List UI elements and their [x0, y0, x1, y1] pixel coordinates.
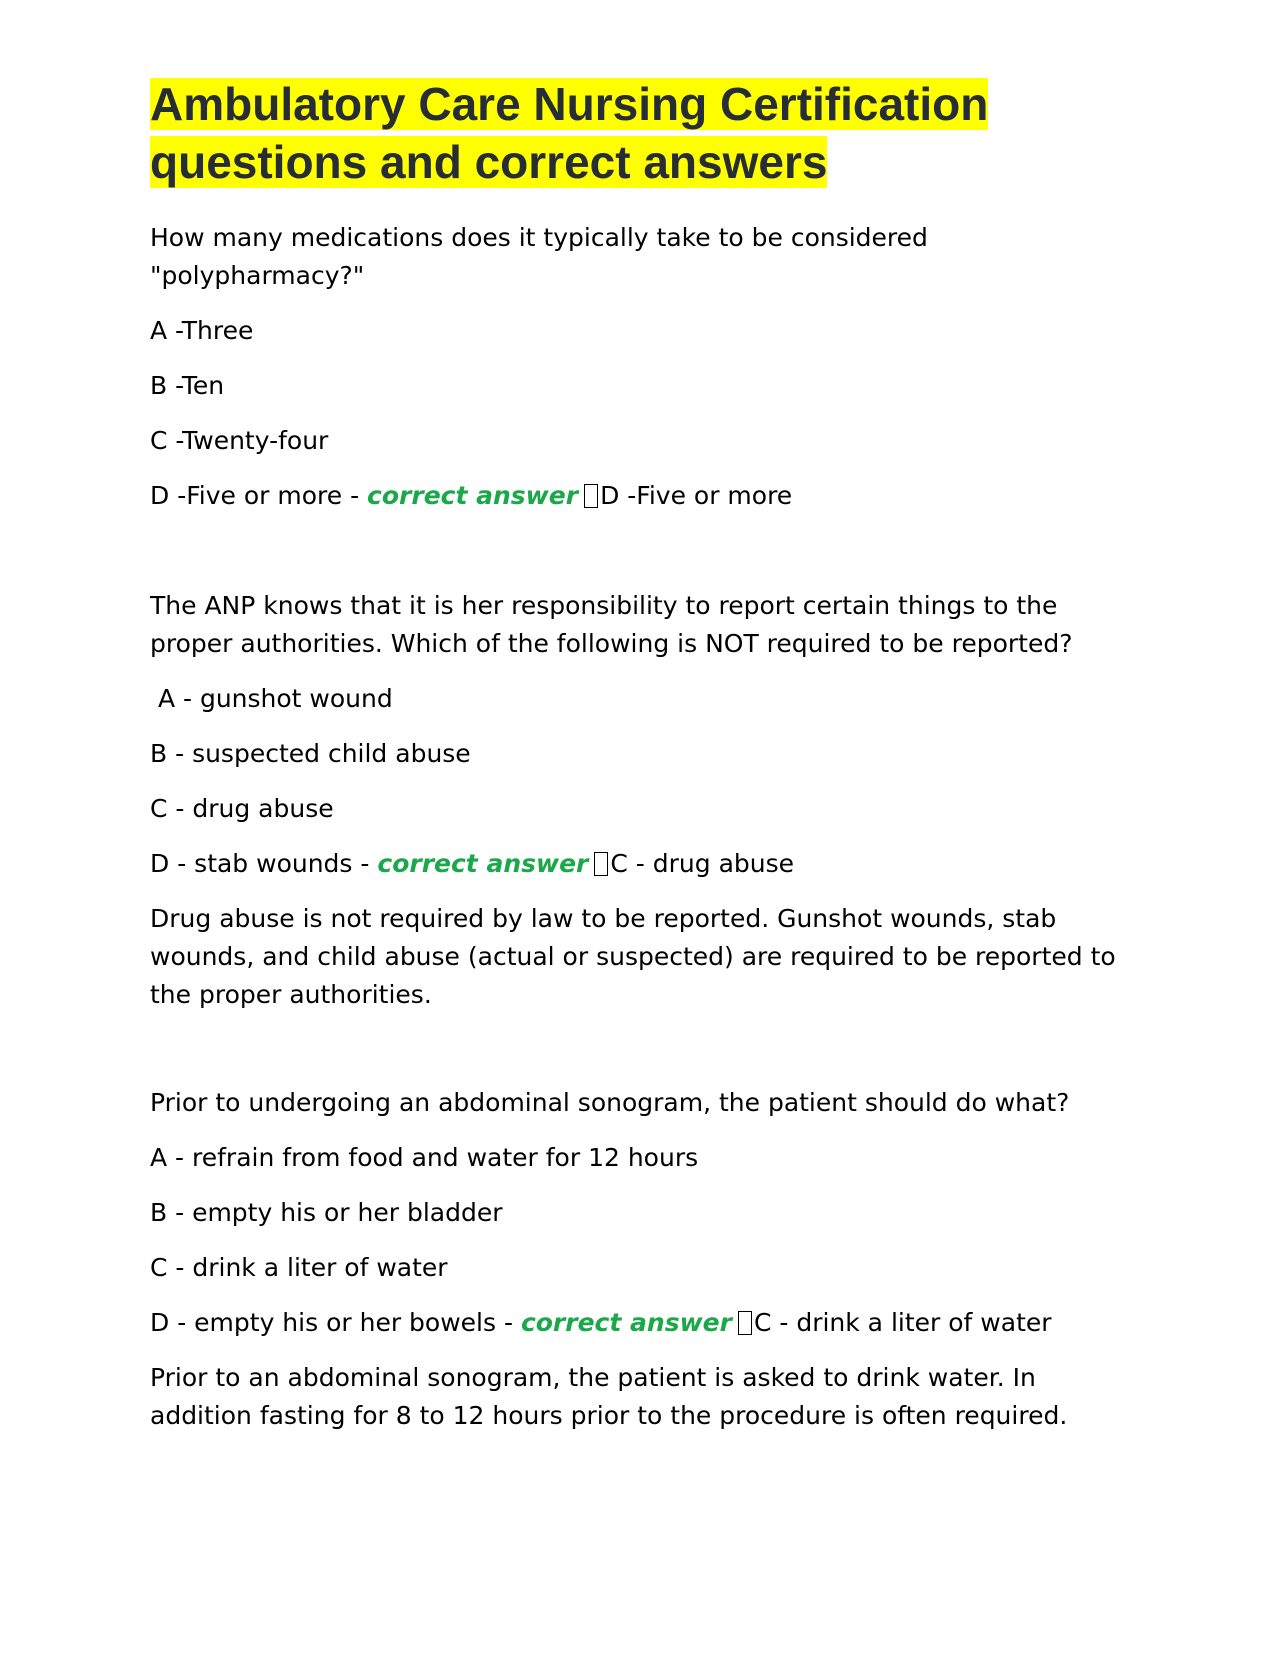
missing-glyph-box-icon	[738, 1311, 752, 1335]
option-c: C -Twenty-four	[150, 426, 329, 455]
question-text: How many medications does it typically take to be considered "polypharmacy?"	[150, 223, 928, 290]
document-title	[150, 75, 1130, 191]
question-block-2	[150, 587, 1130, 1014]
option-a: A - gunshot wound	[150, 684, 393, 713]
explanation-text: Prior to an abdominal sonogram, the patient is asked to drink water. In addition fasting for 8 to 12 hours prior to the procedure is often required.	[150, 1363, 1068, 1430]
question-block-1	[150, 219, 1130, 515]
option-a: A - refrain from food and water for 12 hours	[150, 1143, 699, 1172]
missing-glyph-box-icon	[594, 852, 608, 876]
option-a: A -Three	[150, 316, 254, 345]
option-d: D - empty his or her bowels -	[150, 1308, 521, 1337]
question-text: Prior to undergoing an abdominal sonogram, the patient should do what?	[150, 1088, 1070, 1117]
correct-answer-label: correct answer	[520, 1308, 732, 1337]
question-block-3	[150, 1084, 1130, 1435]
option-d: D - stab wounds -	[150, 849, 378, 878]
explanation-text: Drug abuse is not required by law to be reported. Gunshot wounds, stab wounds, and child abuse (actual or suspected) are required to be reported to the proper authorities.	[150, 904, 1116, 1009]
question-text: The ANP knows that it is her responsibility to report certain things to the proper authorities. Which of the following is NOT required to be reported?	[150, 591, 1073, 658]
correct-answer-label: correct answer	[367, 481, 579, 510]
option-b: B -Ten	[150, 371, 225, 400]
title-highlight: Ambulatory Care Nursing Certification questions and correct answers	[150, 78, 989, 188]
answer-text: C - drug abuse	[610, 849, 795, 878]
option-d-answer-line	[150, 1304, 1130, 1342]
option-c: C - drug abuse	[150, 794, 334, 823]
document-content	[150, 75, 1130, 1435]
missing-glyph-box-icon	[584, 484, 598, 508]
spacer	[150, 1014, 1130, 1086]
option-b: B - empty his or her bladder	[150, 1198, 503, 1227]
correct-answer-label: correct answer	[377, 849, 589, 878]
option-c: C - drink a liter of water	[150, 1253, 448, 1282]
option-d-answer-line	[150, 477, 1130, 515]
option-b: B - suspected child abuse	[150, 739, 471, 768]
option-d-answer-line	[150, 845, 1130, 883]
answer-text: D -Five or more	[600, 481, 793, 510]
option-d: D -Five or more -	[150, 481, 368, 510]
answer-text: C - drink a liter of water	[753, 1308, 1052, 1337]
